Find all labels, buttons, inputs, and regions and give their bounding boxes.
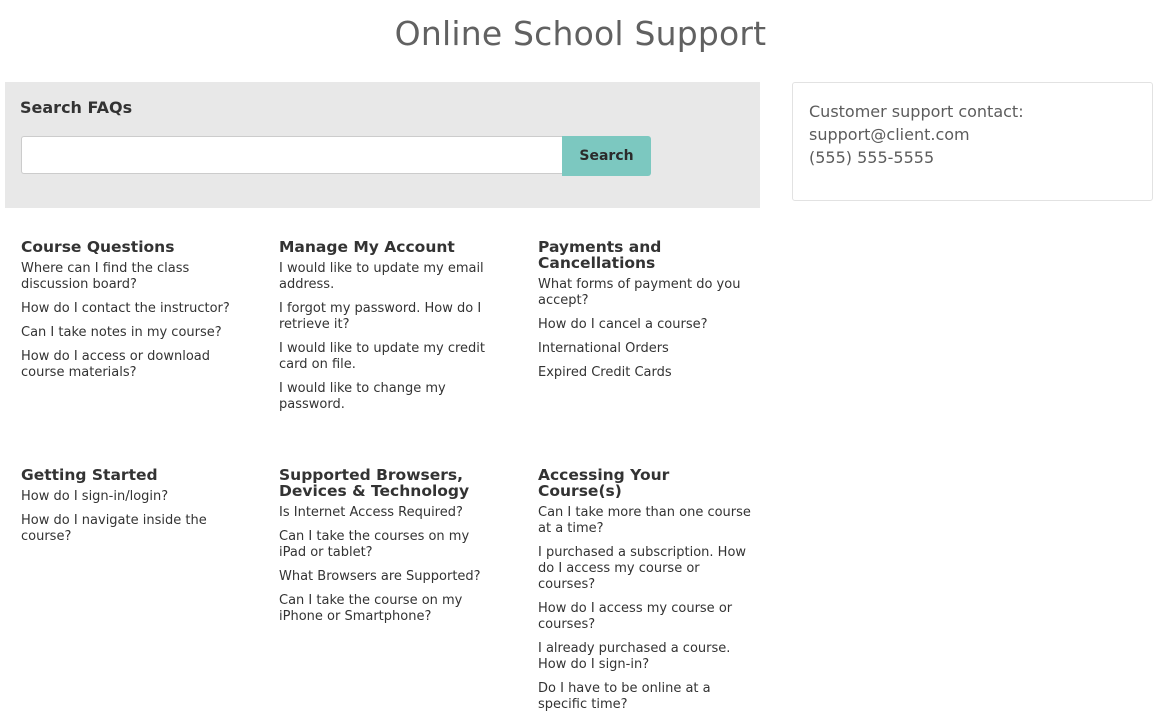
faq-item [279,301,499,333]
faq-section-title: Manage My Account [279,238,455,256]
faq-item [538,277,758,309]
faq-section-title: Payments and Cancellations [538,238,662,272]
faq-link[interactable]: Can I take the course on my iPhone or Smartphone? [279,593,463,624]
faq-item [21,261,241,293]
search-button[interactable]: Search [562,136,651,176]
faq-item [21,513,241,545]
faq-item [279,341,499,373]
faq-link[interactable]: What Browsers are Supported? [279,569,481,584]
faq-item [279,261,499,293]
faq-section-manage-account [279,239,499,421]
faq-link[interactable]: How do I sign-in/login? [21,489,169,504]
contact-box [792,82,1153,201]
faq-item [538,545,758,593]
faq-item [279,593,499,625]
contact-email: support@client.com [809,125,970,144]
faq-section-course-questions [21,239,241,389]
search-panel [5,82,760,208]
search-heading: Search FAQs [20,98,133,117]
faq-item [538,505,758,537]
faq-link[interactable]: Is Internet Access Required? [279,505,463,520]
faq-item [279,381,499,413]
faq-link[interactable]: I would like to change my password. [279,381,446,412]
faq-section-title: Supported Browsers, Devices & Technology [279,466,470,500]
page-title: Online School Support [394,14,767,53]
faq-section-accessing [538,467,758,716]
faq-link[interactable]: How do I access my course or courses? [538,601,733,632]
faq-section-payments [538,239,758,389]
faq-item [538,317,758,333]
faq-link[interactable]: What forms of payment do you accept? [538,277,741,308]
faq-link[interactable]: Can I take notes in my course? [21,325,222,340]
faq-item [279,505,499,521]
faq-item [279,529,499,561]
faq-item [538,641,758,673]
faq-section-browsers [279,467,499,633]
faq-item [538,341,758,357]
faq-item [21,349,241,381]
faq-link[interactable]: How do I access or download course materials? [21,349,211,380]
faq-link[interactable]: I would like to update my credit card on file. [279,341,485,372]
faq-link[interactable]: How do I cancel a course? [538,317,708,332]
faq-item [538,601,758,633]
faq-section-title: Course Questions [21,238,175,256]
faq-link[interactable]: Expired Credit Cards [538,365,672,380]
faq-item [279,569,499,585]
faq-item [538,681,758,713]
faq-link[interactable]: How do I navigate inside the course? [21,513,207,544]
faq-link[interactable]: I would like to update my email address. [279,261,484,292]
faq-link[interactable]: How do I contact the instructor? [21,301,230,316]
faq-link[interactable]: I purchased a subscription. How do I access my course or courses? [538,545,747,592]
faq-item [538,365,758,381]
contact-label: Customer support contact: [809,102,1024,121]
faq-link[interactable]: International Orders [538,341,669,356]
faq-section-title: Accessing Your Course(s) [538,466,670,500]
faq-item [21,489,241,505]
faq-section-title: Getting Started [21,466,158,484]
faq-link[interactable]: Can I take the courses on my iPad or tablet? [279,529,470,560]
faq-section-getting-started [21,467,241,553]
faq-link[interactable]: I forgot my password. How do I retrieve it? [279,301,482,332]
faq-link[interactable]: I already purchased a course. How do I sign-in? [538,641,731,672]
faq-link[interactable]: Do I have to be online at a specific time? [538,681,711,712]
faq-item [21,325,241,341]
faq-link[interactable]: Where can I find the class discussion board? [21,261,190,292]
search-input[interactable] [21,136,562,174]
contact-phone: (555) 555-5555 [809,148,935,167]
faq-link[interactable]: Can I take more than one course at a time? [538,505,751,536]
faq-item [21,301,241,317]
